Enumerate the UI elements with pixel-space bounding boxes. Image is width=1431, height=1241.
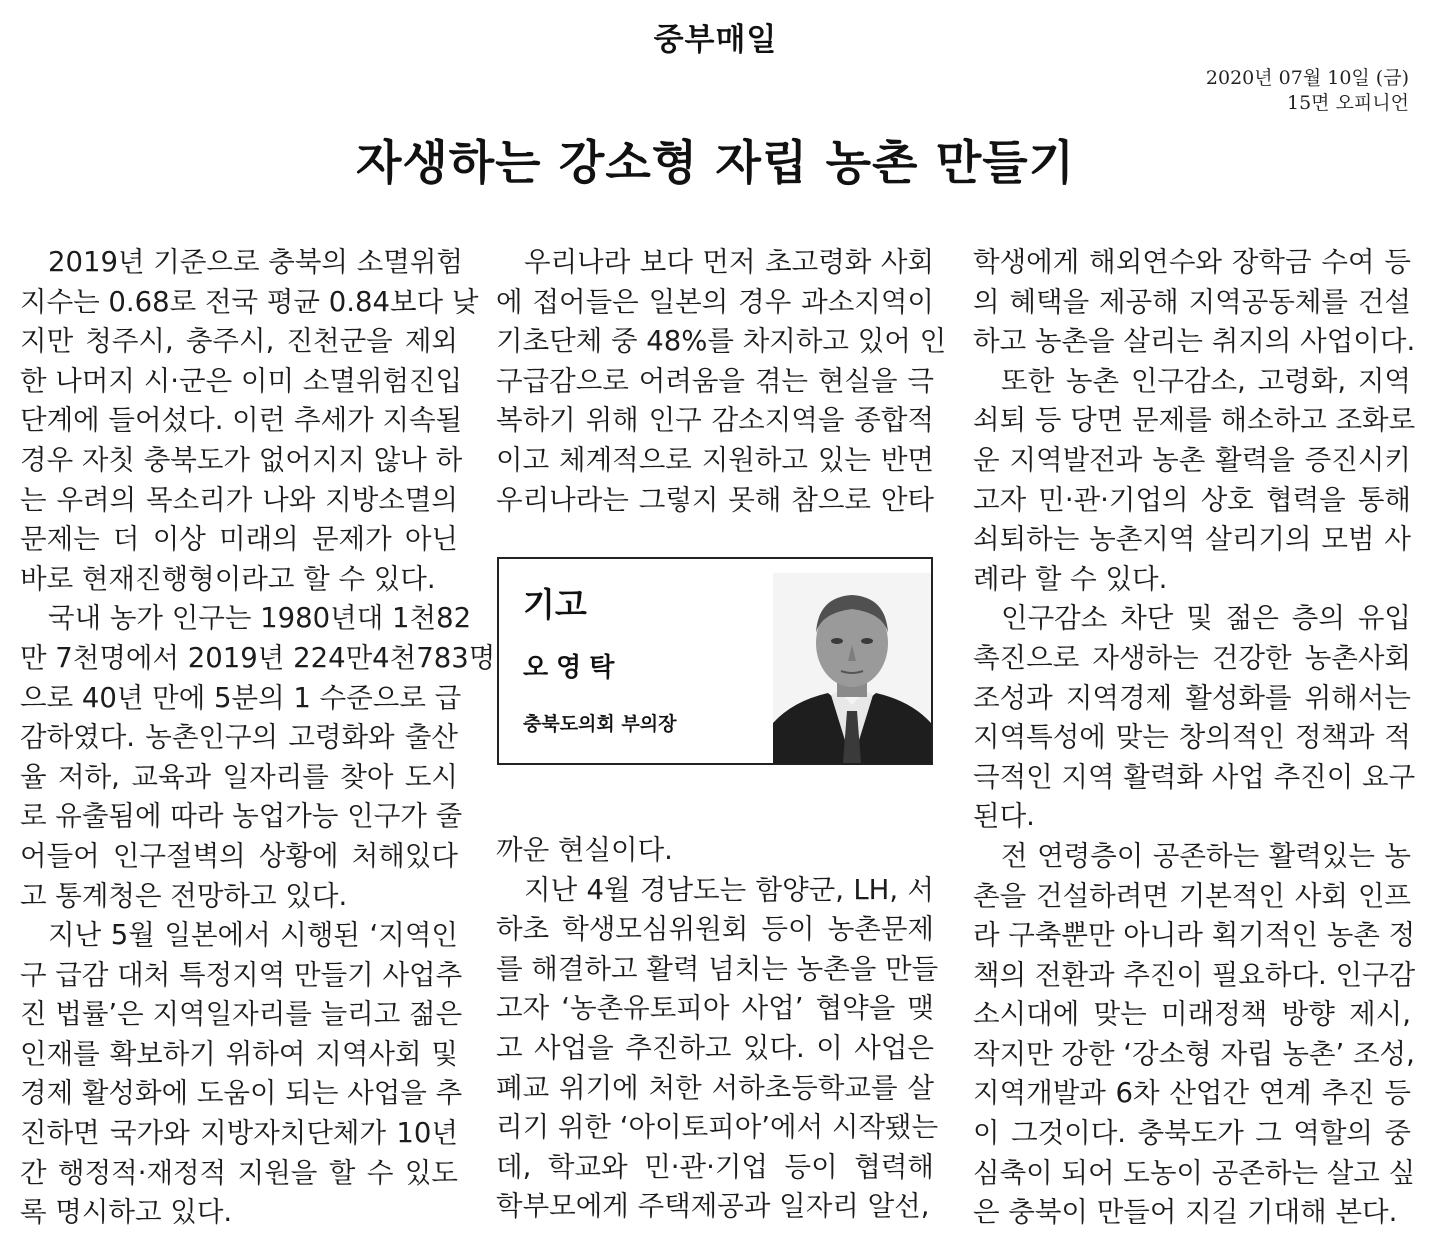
- article-line: 이고 체계적으로 지원하고 있는 반면: [496, 443, 934, 476]
- article-line: 학부모에게 주택제공과 일자리 알선,: [496, 1190, 930, 1223]
- article-line: 라 구축뿐만 아니라 획기적인 농촌 정: [973, 919, 1416, 952]
- page-section: 15면 오피니언: [1287, 92, 1409, 114]
- article-line: 고 사업을 추진하고 있다. 이 사업은: [496, 1031, 934, 1064]
- article-line: 어들어 인구절벽의 상황에 처해있다: [20, 839, 458, 872]
- article-line: 촉진으로 자생하는 건강한 농촌사회: [973, 641, 1411, 674]
- article-line: 폐교 위기에 처한 서하초등학교를 살: [496, 1071, 934, 1104]
- article-line: 단계에 들어섰다. 이런 추세가 지속될: [20, 404, 463, 437]
- article-line: 작지만 강한 ‘강소형 자립 농촌’ 조성,: [973, 1037, 1415, 1070]
- author-photo: [773, 573, 931, 763]
- article-line: 만 7천명에서 2019년 224만4천783명: [20, 641, 496, 674]
- article-line: 지난 5월 일본에서 시행된 ‘지역인: [48, 919, 458, 952]
- article-line: 의 혜택을 제공해 지역공동체를 건설: [973, 285, 1411, 318]
- article-line: 우리나라는 그렇지 못해 참으로 안타: [496, 483, 934, 516]
- article-line: 고자 민·관·기업의 상호 협력을 통해: [973, 483, 1411, 516]
- article-line: 감하였다. 농촌인구의 고령화와 출산: [20, 721, 458, 754]
- article-line: 지난 4월 경남도는 함양군, LH, 서: [524, 873, 934, 906]
- article-line: 학생에게 해외연수와 장학금 수여 등: [973, 246, 1411, 278]
- author-role: 충북도의회 부의장: [523, 713, 677, 735]
- article-line: 2019년 기준으로 충북의 소멸위험: [48, 246, 463, 278]
- article-line: 운 지역발전과 농촌 활력을 증진시키: [973, 443, 1411, 476]
- article-headline: 자생하는 강소형 자립 농촌 만들기: [355, 136, 1076, 191]
- article-line: 한 나머지 시·군은 이미 소멸위험진입: [20, 364, 463, 397]
- article-line: 진하면 국가와 지방자치단체가 10년: [20, 1117, 458, 1150]
- article-line: 소시대에 맞는 미래정책 방향 제시,: [973, 998, 1411, 1031]
- article-line: 우리나라 보다 먼저 초고령화 사회: [524, 246, 934, 278]
- article-line: 는 우려의 목소리가 나와 지방소멸의: [20, 483, 458, 516]
- article-column-3: [973, 243, 1416, 1233]
- article-column-1: [20, 243, 496, 1233]
- contribution-label: 기고: [523, 585, 587, 624]
- article-line: 고자 ‘농촌유토피아 사업’ 협약을 맺: [496, 992, 934, 1025]
- article-line: 쇠퇴 등 당면 문제를 해소하고 조화로: [973, 404, 1416, 437]
- article-line: 록 명시하고 있다.: [20, 1196, 233, 1229]
- article-line: 지수는 0.68로 전국 평균 0.84보다 낮: [20, 285, 479, 318]
- article-line: 데, 학교와 민·관·기업 등이 협력해: [496, 1150, 934, 1183]
- article-line: 로 유출됨에 따라 농업가능 인구가 줄: [20, 800, 463, 833]
- newspaper-masthead: [0, 14, 1431, 59]
- article-line: 조성과 지역경제 활성화를 위해서는: [973, 681, 1411, 714]
- article-line: 지역특성에 맞는 창의적인 정책과 적: [973, 721, 1411, 754]
- article-line: 에 접어들은 일본의 경우 과소지역이: [496, 285, 934, 318]
- article-line: 이 그것이다. 충북도가 그 역할의 중: [973, 1117, 1411, 1150]
- article-line: 리기 위한 ‘아이토피아’에서 시작됐는: [496, 1111, 939, 1144]
- article-line: 인재를 확보하기 위하여 지역사회 및: [20, 1037, 458, 1070]
- article-line: 경제 활성화에 도움이 되는 사업을 추: [20, 1077, 463, 1110]
- article-line: 를 해결하고 활력 넘치는 농촌을 만들: [496, 952, 939, 985]
- article-line: 례라 할 수 있다.: [973, 562, 1168, 595]
- article-line: 구 급감 대처 특정지역 만들기 사업추: [20, 958, 463, 991]
- article-line: 바로 현재진행형이라고 할 수 있다.: [20, 562, 436, 595]
- article-line: 심축이 되어 도농이 공존하는 살고 싶: [973, 1156, 1416, 1189]
- dateline: [1206, 66, 1409, 116]
- article-line: 기초단체 중 48%를 차지하고 있어 인: [496, 325, 947, 358]
- article-line: 경우 자칫 충북도가 없어지지 않나 하: [20, 443, 463, 476]
- article-line: 고 통계청은 전망하고 있다.: [20, 879, 348, 912]
- article-line: 진 법률’은 지역일자리를 늘리고 젊은: [20, 998, 463, 1031]
- article-line: 쇠퇴하는 농촌지역 살리기의 모범 사: [973, 523, 1411, 556]
- article-line: 하초 학생모심위원회 등이 농촌문제: [496, 913, 934, 946]
- masthead-title: 중부매일: [653, 22, 778, 58]
- article-line: 전 연령층이 공존하는 활력있는 농: [1001, 839, 1411, 872]
- article-column-2-top: [496, 243, 947, 520]
- author-name: 오영탁: [523, 653, 623, 683]
- article-line: 율 저하, 교육과 일자리를 찾아 도시: [20, 760, 458, 793]
- article-column-2-bottom: [496, 831, 939, 1227]
- article-line: 까운 현실이다.: [496, 834, 673, 866]
- article-line: 된다.: [973, 800, 1035, 833]
- article-line: 인구감소 차단 및 젊은 층의 유입: [1001, 602, 1411, 635]
- article-line: 구급감으로 어려움을 겪는 현실을 극: [496, 364, 934, 397]
- publication-date: 2020년 07월 10일 (금): [1205, 67, 1409, 89]
- article-line: 국내 농가 인구는 1980년대 1천82: [48, 602, 472, 635]
- article-line: 간 행정적·재정적 지원을 할 수 있도: [20, 1156, 458, 1189]
- contributor-box: [497, 557, 933, 765]
- article-line: 복하기 위해 인구 감소지역을 종합적: [496, 404, 934, 437]
- article-line: 극적인 지역 활력화 사업 추진이 요구: [973, 760, 1416, 793]
- article-line: 지역개발과 6차 산업간 연계 추진 등: [973, 1077, 1411, 1110]
- article-line: 촌을 건설하려면 기본적인 사회 인프: [973, 879, 1411, 912]
- article-line: 은 충북이 만들어 지길 기대해 본다.: [973, 1196, 1398, 1229]
- article-line: 책의 전환과 추진이 필요하다. 인구감: [973, 958, 1416, 991]
- article-line: 으로 40년 만에 5분의 1 수준으로 급: [20, 681, 462, 714]
- article-line: 하고 농촌을 살리는 취지의 사업이다.: [973, 325, 1416, 358]
- article-line: 문제는 더 이상 미래의 문제가 아닌: [20, 523, 458, 556]
- article-line: 또한 농촌 인구감소, 고령화, 지역: [1001, 364, 1411, 397]
- article-line: 지만 청주시, 충주시, 진천군을 제외: [20, 325, 458, 358]
